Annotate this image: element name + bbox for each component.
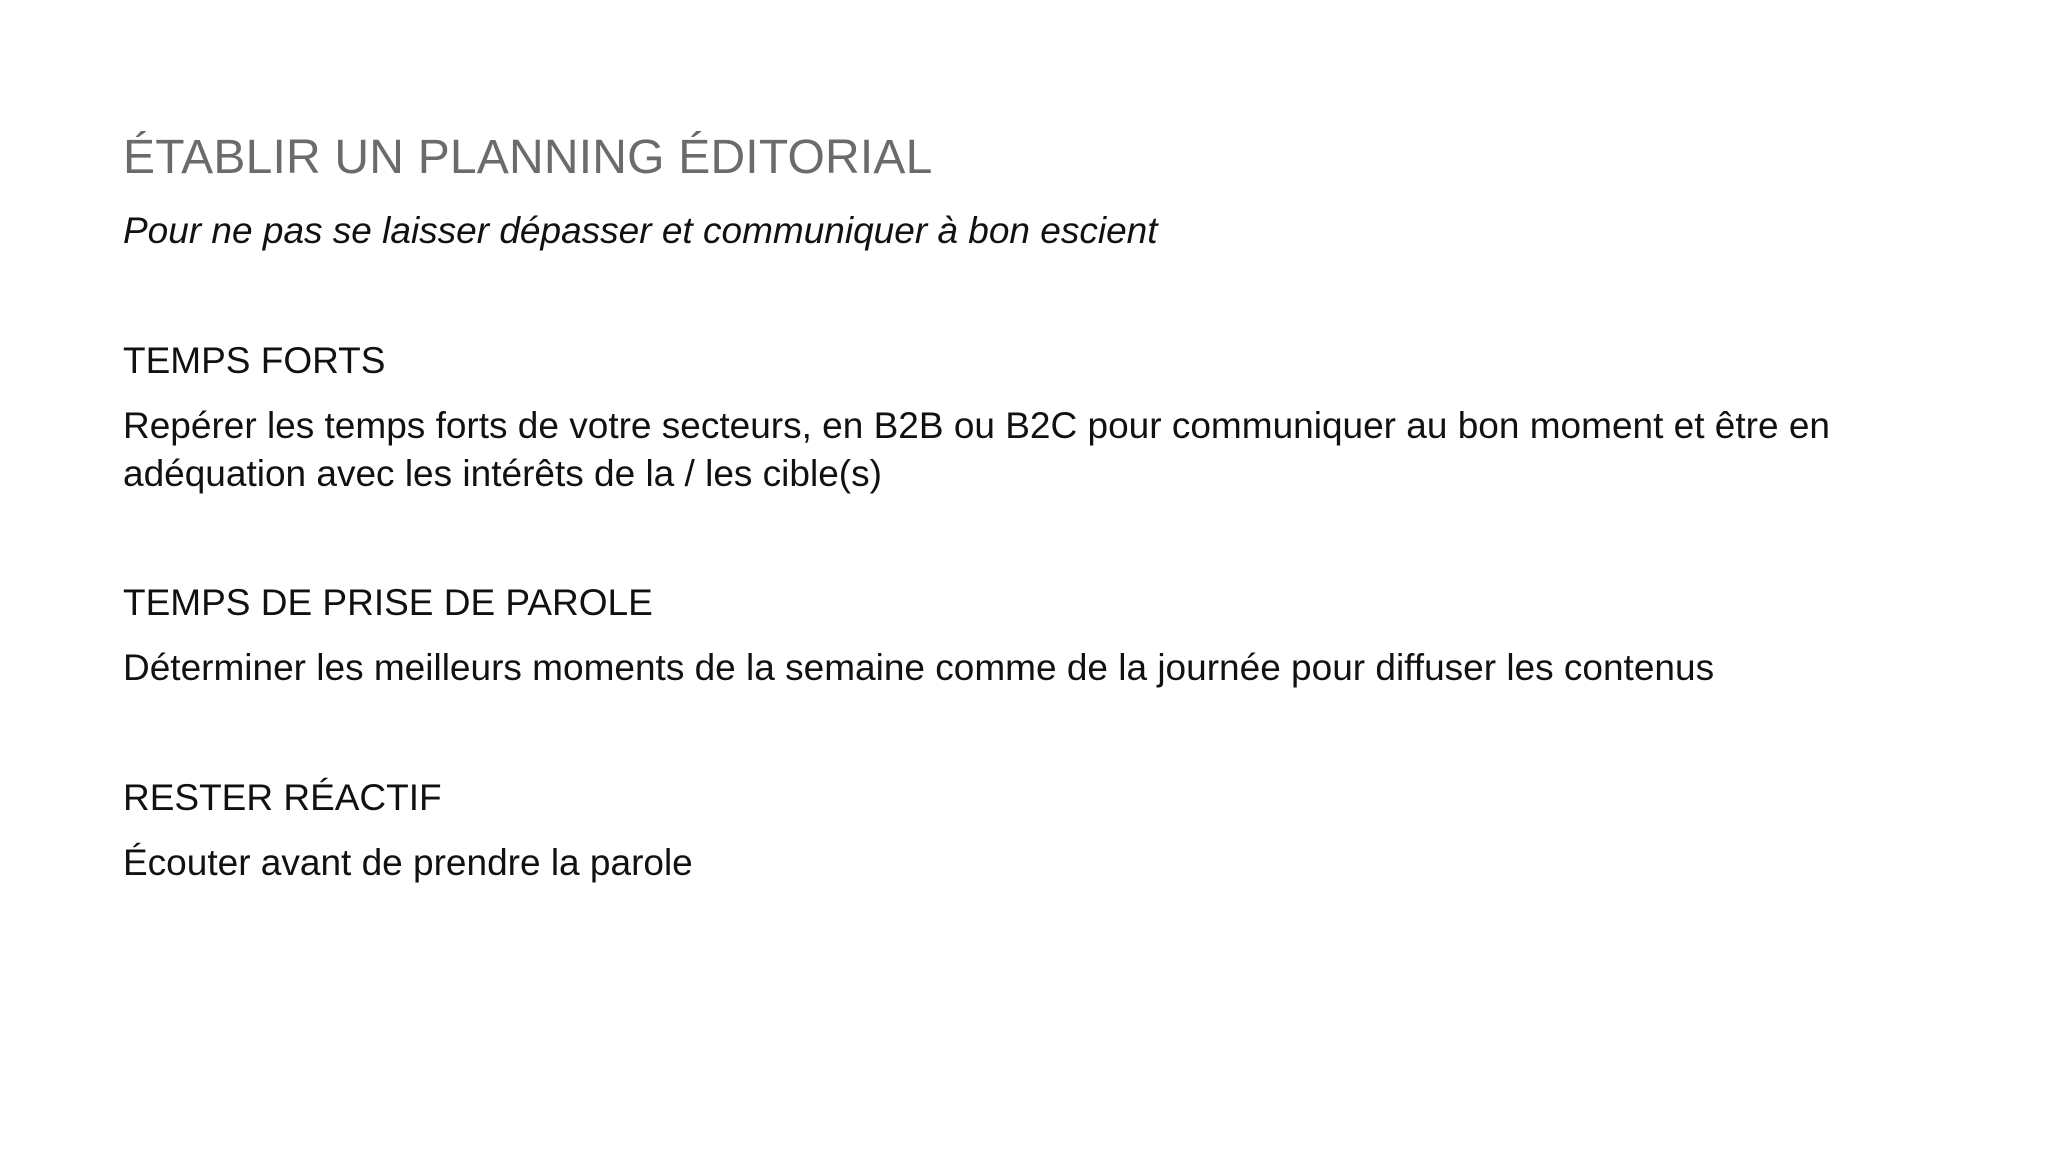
slide-title: ÉTABLIR UN PLANNING ÉDITORIAL: [123, 131, 933, 184]
section-body-temps-de-prise-de-parole: Déterminer les meilleurs moments de la semaine comme de la journée pour diffuser les contenus: [123, 647, 1715, 688]
section-body-rester-reactif: Écouter avant de prendre la parole: [123, 842, 693, 883]
section-heading-temps-de-prise-de-parole: TEMPS DE PRISE DE PAROLE: [123, 582, 653, 623]
section-body-temps-forts: Repérer les temps forts de votre secteurs, en B2B ou B2C pour communiquer au bon moment et être en adéquation avec les intérêts de la / les cible(s): [123, 405, 1830, 494]
section-heading-rester-reactif: RESTER RÉACTIF: [123, 777, 442, 818]
slide-subtitle: Pour ne pas se laisser dépasser et communiquer à bon escient: [123, 210, 1158, 251]
section-heading-temps-forts: TEMPS FORTS: [123, 340, 386, 381]
